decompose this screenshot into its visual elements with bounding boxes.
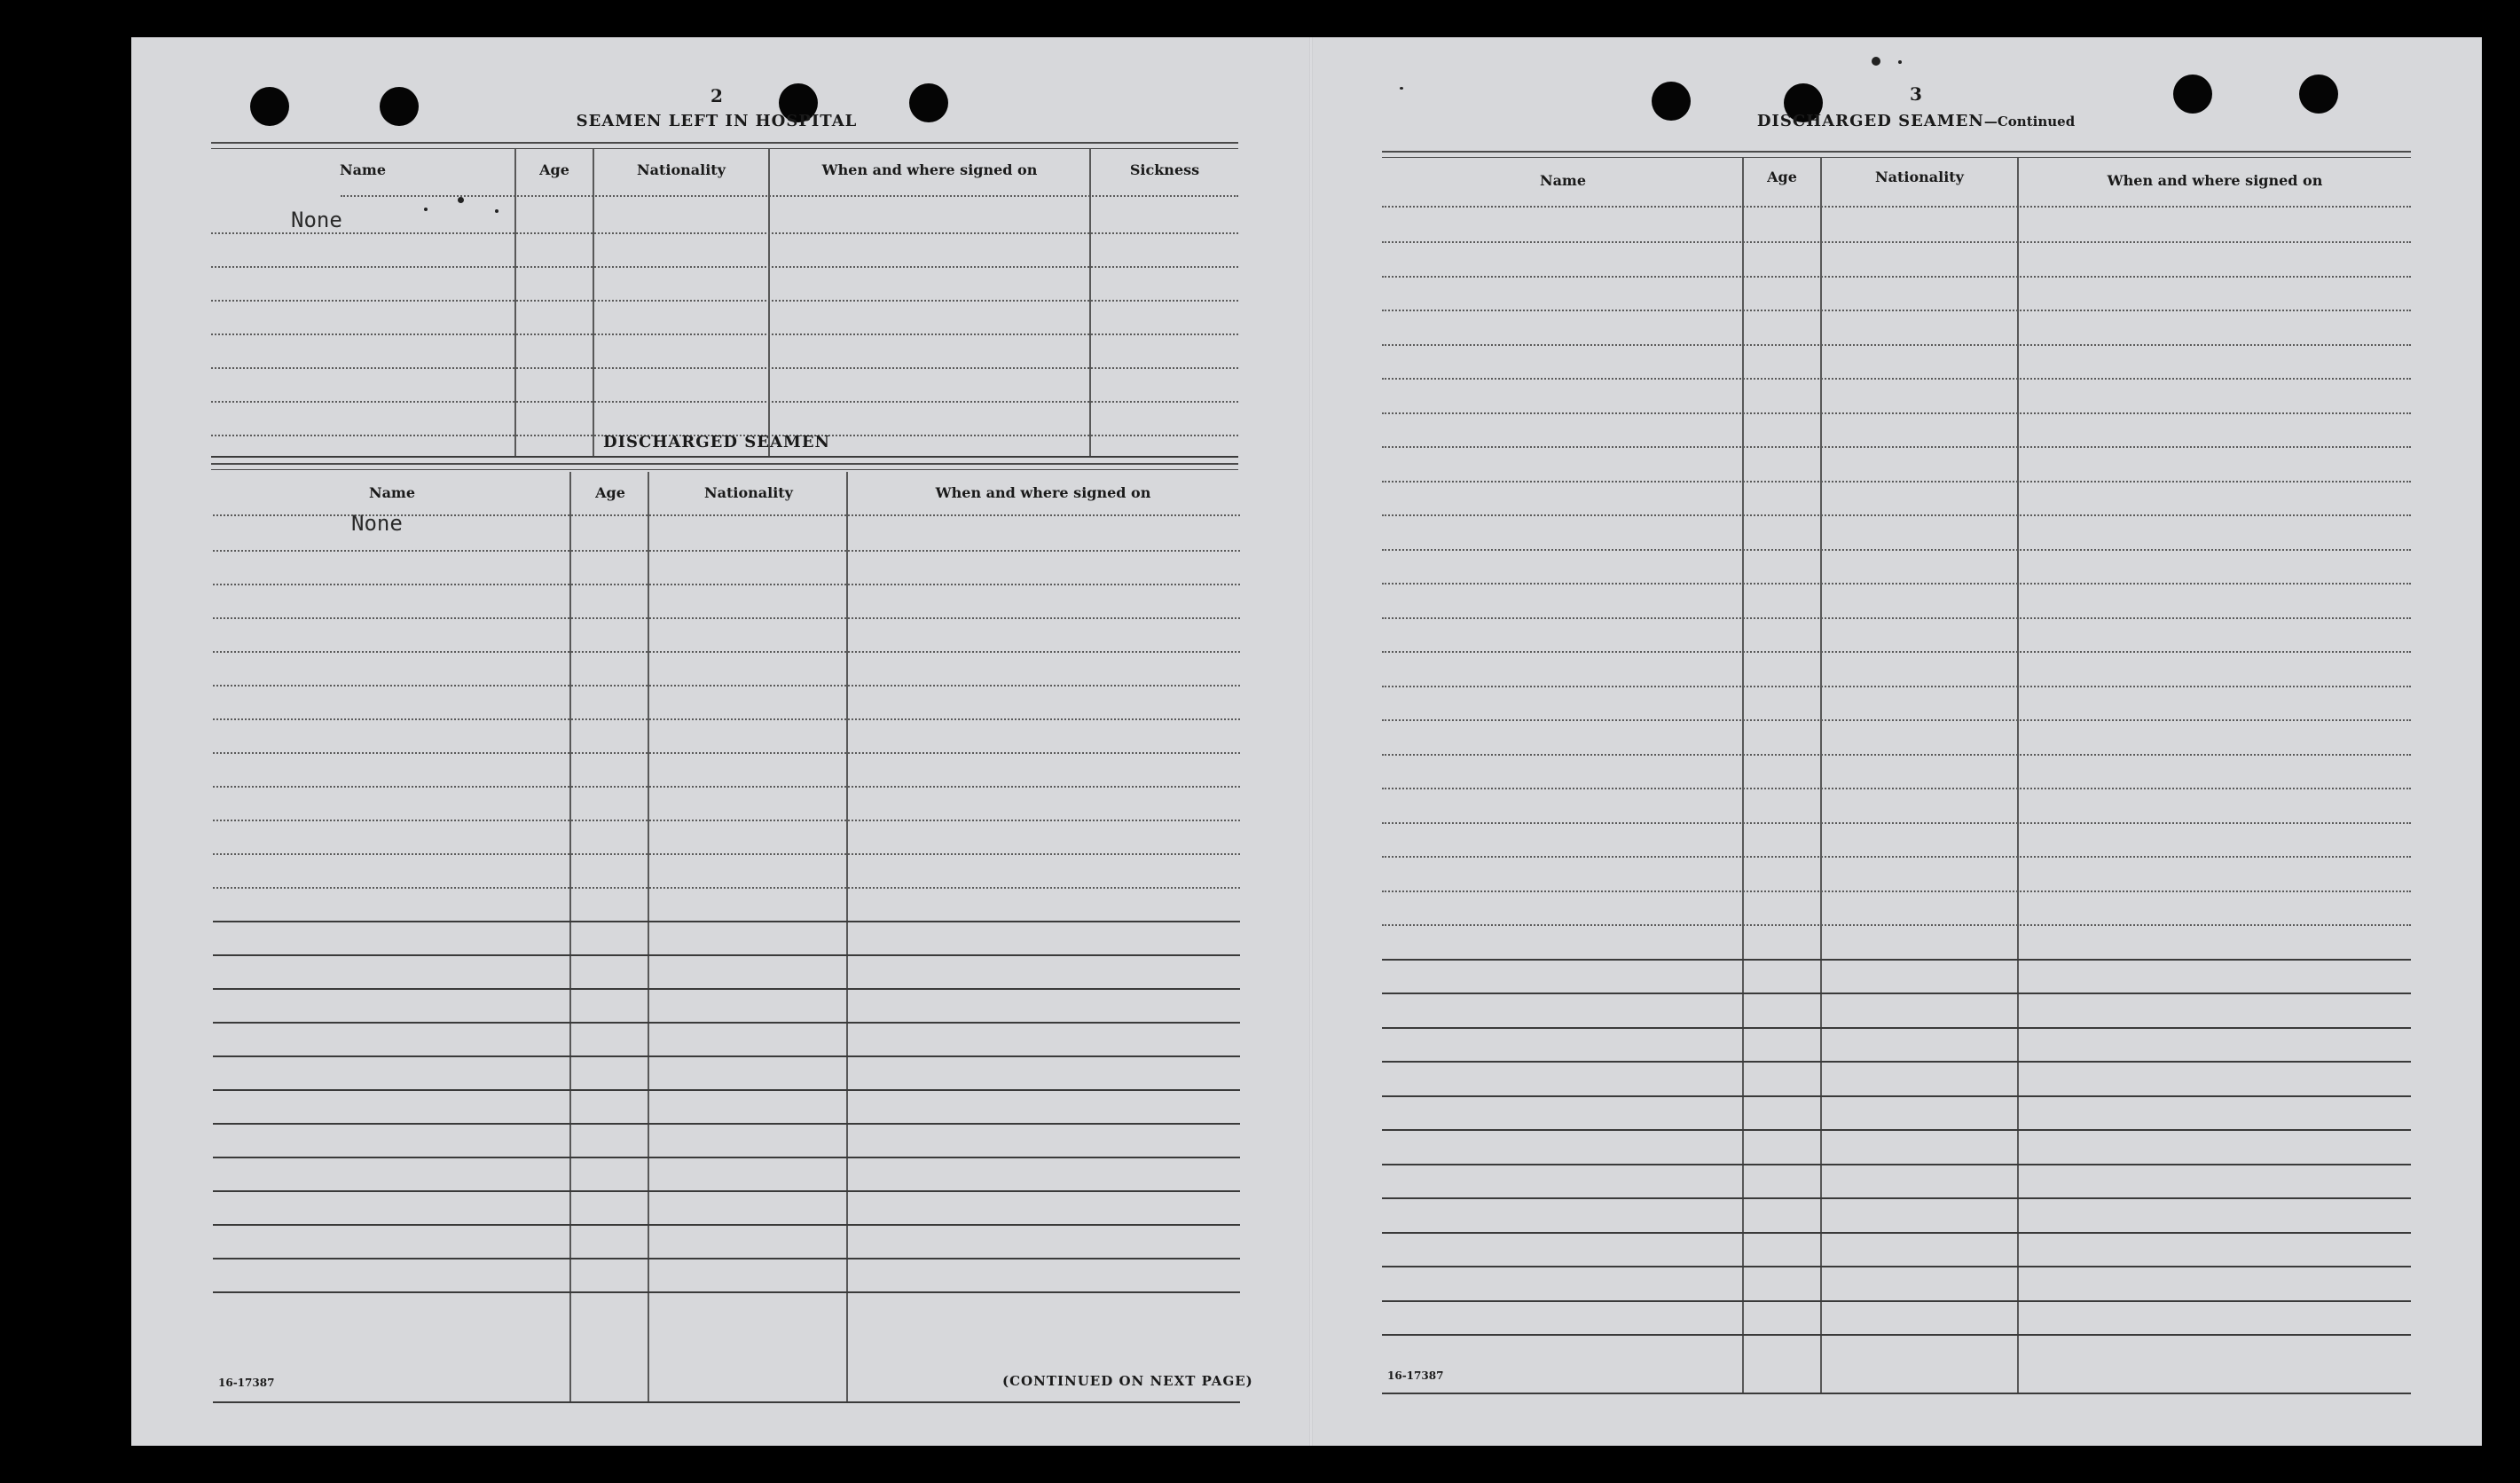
discharged-col-signed-on: When and where signed on [935, 484, 1151, 501]
ruled-line [213, 685, 1240, 687]
punch-hole [909, 83, 948, 122]
ruled-line [1382, 1266, 2411, 1267]
ruled-line [1382, 617, 2411, 619]
right-col-name: Name [1539, 172, 1587, 189]
ruled-line [213, 1089, 1240, 1091]
ruled-line [213, 718, 1240, 720]
ink-speck [1872, 57, 1880, 66]
ink-speck [1898, 60, 1902, 64]
ruled-line [213, 1291, 1240, 1293]
ruled-line [1382, 1061, 2411, 1063]
ruled-line [1382, 310, 2411, 311]
ruled-line [1382, 686, 2411, 687]
discharged-divider [569, 472, 571, 1401]
ruled-line [341, 195, 1238, 197]
ruled-line [213, 954, 1240, 956]
ruled-line [1382, 241, 2411, 243]
ruled-line [1382, 1164, 2411, 1165]
punch-hole [2173, 75, 2212, 114]
punch-hole [2299, 75, 2338, 114]
punch-hole [380, 87, 419, 126]
ruled-line [213, 820, 1240, 821]
page-fold [1309, 37, 1313, 1446]
ruled-line [213, 1258, 1240, 1259]
ruled-line [1382, 1095, 2411, 1097]
hospital-col-name: Name [339, 161, 387, 178]
ruled-line [211, 266, 1238, 268]
ruled-line [1382, 822, 2411, 824]
right-col-signed-on: When and where signed on [2107, 172, 2323, 189]
ink-speck [424, 208, 428, 211]
ruled-line [1382, 1232, 2411, 1234]
ruled-line [213, 1157, 1240, 1158]
ruled-line [1382, 446, 2411, 448]
ruled-line [213, 786, 1240, 788]
ruled-line [213, 853, 1240, 855]
ruled-line [1382, 549, 2411, 551]
ruled-line [211, 333, 1238, 335]
ruled-line [211, 401, 1238, 403]
discharged-col-age: Age [595, 484, 625, 501]
discharged-section-title: DISCHARGED SEAMEN [602, 433, 831, 451]
title-suffix: —Continued [1983, 114, 2076, 129]
ruled-line [213, 617, 1240, 619]
hospital-col-age: Age [539, 161, 569, 178]
ruled-line [213, 584, 1240, 585]
continued-note: (CONTINUED ON NEXT PAGE) [1002, 1373, 1253, 1389]
ruled-line [1382, 1334, 2411, 1336]
hospital-top-rule [211, 142, 1238, 149]
right-bottom-rule [1382, 1393, 2411, 1394]
hospital-col-sickness: Sickness [1129, 161, 1200, 178]
right-col-age: Age [1767, 169, 1797, 185]
discharged-col-nationality: Nationality [704, 484, 793, 501]
title-main: DISCHARGED SEAMEN [1756, 112, 1984, 130]
ruled-line [213, 887, 1240, 889]
ruled-line [1382, 344, 2411, 346]
right-col-nationality: Nationality [1875, 169, 1964, 185]
ruled-line [211, 300, 1238, 302]
form-number-left: 16-17387 [218, 1377, 275, 1389]
ruled-line [213, 1224, 1240, 1226]
ruled-line [1382, 1027, 2411, 1029]
ruled-line [1382, 788, 2411, 789]
ink-speck [1400, 87, 1403, 90]
ruled-line [1382, 651, 2411, 653]
ruled-line [1382, 924, 2411, 926]
hospital-col-nationality: Nationality [637, 161, 726, 178]
ruled-line [213, 752, 1240, 754]
discharged-col-name: Name [368, 484, 416, 501]
hospital-section-title: SEAMEN LEFT IN HOSPITAL [576, 112, 858, 130]
punch-hole [1652, 82, 1691, 121]
discharged-top-rule [211, 463, 1238, 470]
ruled-line [1382, 514, 2411, 516]
ruled-line [1382, 1197, 2411, 1199]
hospital-col-signed-on: When and where signed on [821, 161, 1038, 178]
ruled-line [1382, 378, 2411, 380]
form-number-right: 16-17387 [1387, 1369, 1444, 1382]
ruled-line [213, 651, 1240, 653]
ruled-line [1382, 719, 2411, 721]
continued-section-title [1694, 112, 2138, 130]
ruled-line [1382, 481, 2411, 483]
right-top-rule [1382, 151, 2411, 158]
ruled-line [1382, 276, 2411, 278]
ink-speck [495, 209, 499, 213]
punch-hole [250, 87, 289, 126]
ruled-line [211, 367, 1238, 369]
ruled-line [213, 1022, 1240, 1024]
page-number-right: 3 [1910, 83, 1922, 105]
hospital-entry-name: None [291, 208, 342, 232]
ink-speck [458, 197, 464, 203]
ruled-line [1382, 993, 2411, 994]
ruled-line [1382, 754, 2411, 756]
ruled-line [1382, 891, 2411, 892]
ruled-line [211, 232, 1238, 234]
page-number-left: 2 [710, 85, 723, 106]
hospital-bottom-rule [211, 456, 1238, 458]
discharged-entry-name: None [351, 511, 403, 536]
document-sheet [131, 37, 2482, 1446]
ruled-line [1382, 412, 2411, 414]
ruled-line [1382, 1129, 2411, 1131]
ruled-line [1382, 856, 2411, 858]
ruled-line [213, 1055, 1240, 1057]
ruled-line [213, 921, 1240, 922]
ruled-line [213, 1190, 1240, 1192]
discharged-bottom-rule [213, 1401, 1240, 1403]
ruled-line [1382, 1300, 2411, 1302]
ruled-line [213, 1123, 1240, 1125]
ruled-line [213, 988, 1240, 990]
ruled-line [1382, 959, 2411, 961]
discharged-divider [648, 472, 649, 1401]
discharged-divider [846, 472, 848, 1401]
ruled-line [1382, 583, 2411, 585]
ruled-line [213, 550, 1240, 552]
ruled-line [1382, 206, 2411, 208]
